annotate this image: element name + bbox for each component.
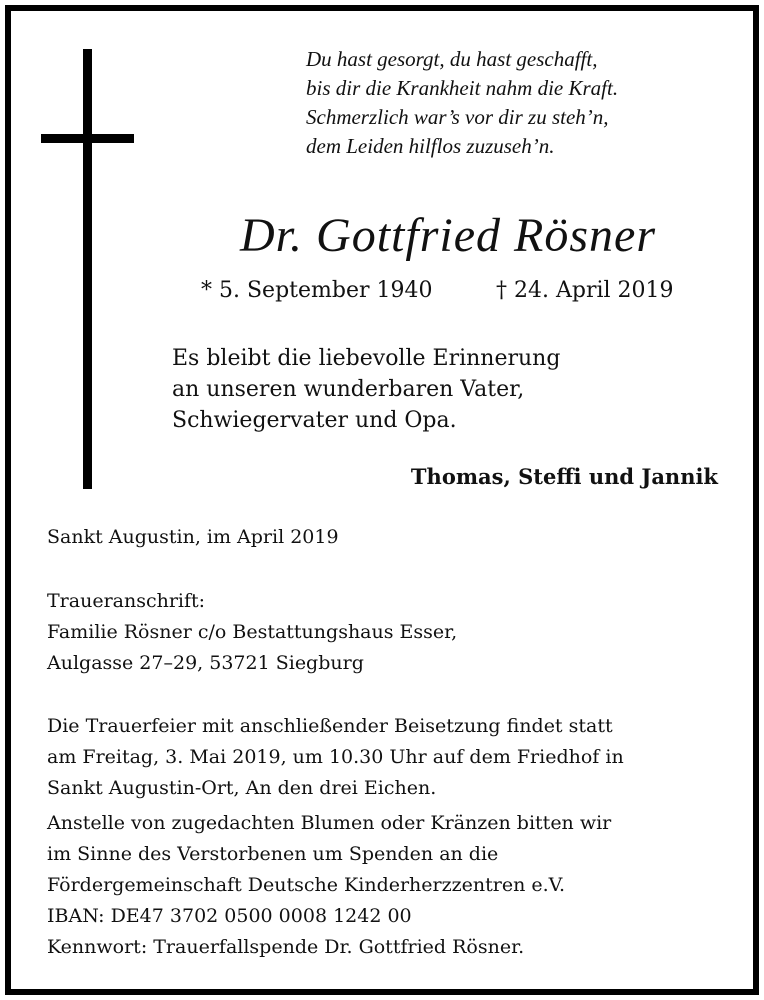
death-date: † 24. April 2019 [496,278,674,303]
poem [306,45,618,161]
donation-info [47,808,611,963]
place-date: Sankt Augustin, im April 2019 [47,526,339,548]
donation-keyword: Kennwort: Trauerfallspende Dr. Gottfried Rösner. [47,936,525,958]
poem-line: Du hast gesorgt, du hast geschafft, [306,47,598,71]
mourning-address [47,586,457,679]
deceased-name: Dr. Gottfried Rösner [240,209,656,262]
poem-line: bis dir die Krankheit nahm die Kraft. [306,76,619,100]
donation-line: Anstelle von zugedachten Blumen oder Kränzen bitten wir [47,812,612,834]
memory-line: Es bleibt die liebevolle Erinnerung [172,346,561,371]
signers: Thomas, Steffi und Jannik [410,464,718,489]
address-line: Familie Rösner c/o Bestattungshaus Esser, [47,621,458,643]
cross-horizontal-bar [41,134,134,143]
memory-line: Schwiegervater und Opa. [172,408,457,433]
donation-iban: IBAN: DE47 3702 0500 0008 1242 00 [47,905,412,927]
memory-text [172,343,560,436]
ceremony-info [47,711,624,804]
donation-line: Fördergemeinschaft Deutsche Kinderherzzentren e.V. [47,874,566,896]
ceremony-line: Sankt Augustin-Ort, An den drei Eichen. [47,777,437,799]
poem-line: Schmerzlich war’s vor dir zu steh’n, [306,105,609,129]
ceremony-line: am Freitag, 3. Mai 2019, um 10.30 Uhr auf dem Friedhof in [47,746,624,768]
ceremony-line: Die Trauerfeier mit anschließender Beisetzung findet statt [47,715,613,737]
memory-line: an unseren wunderbaren Vater, [172,377,525,402]
cross-vertical-bar [83,49,92,489]
poem-line: dem Leiden hilflos zuzuseh’n. [306,134,555,158]
donation-line: im Sinne des Verstorbenen um Spenden an die [47,843,499,865]
birth-date: * 5. September 1940 [201,278,433,303]
address-line: Aulgasse 27–29, 53721 Siegburg [47,652,364,674]
address-line: Traueranschrift: [47,590,206,612]
